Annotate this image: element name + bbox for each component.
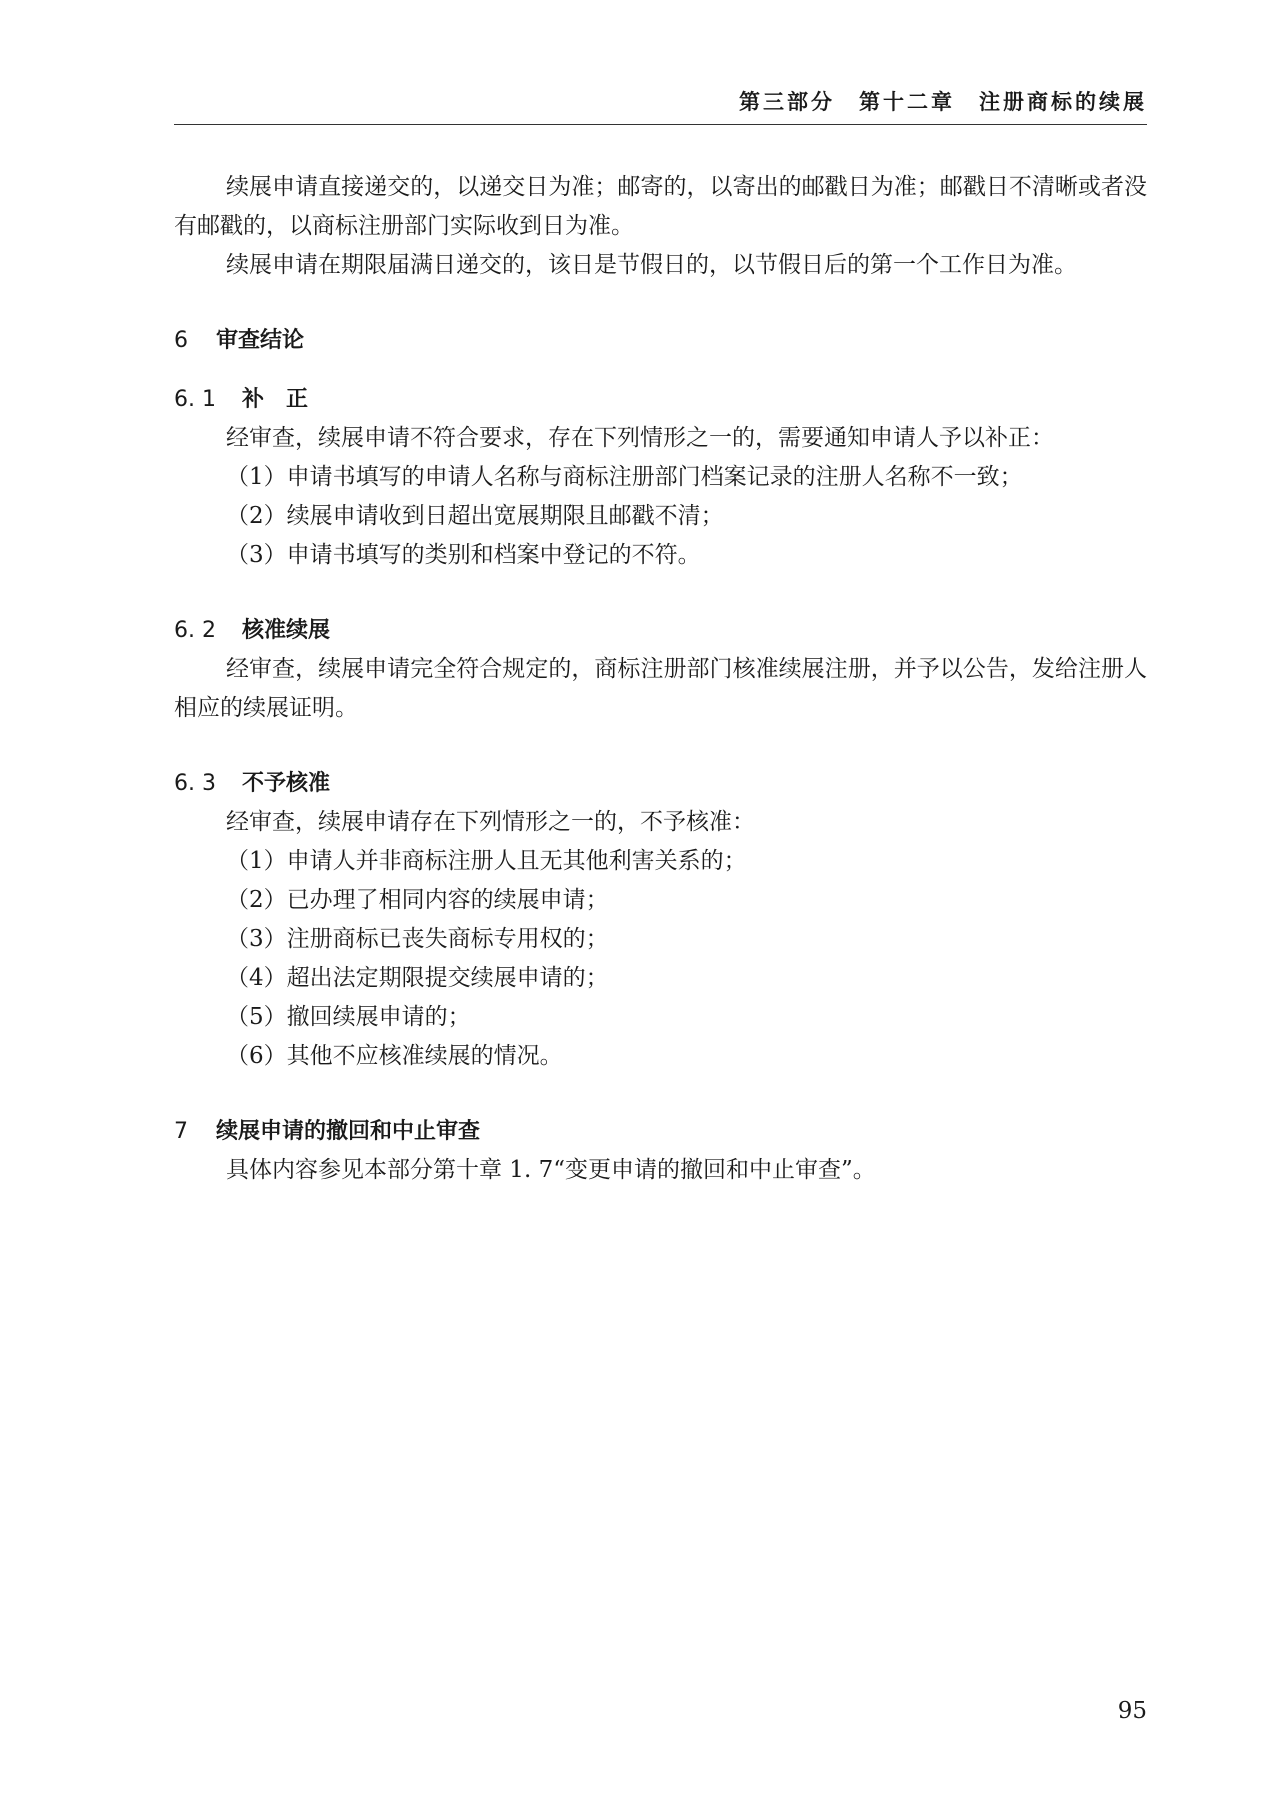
- section-6-2-title: 核准续展: [242, 618, 331, 643]
- page-number: 95: [1117, 1698, 1147, 1724]
- page-body: [174, 168, 1147, 1190]
- section-6-1-number: 6. 1: [174, 387, 216, 412]
- section-6-3-lead: 经审查，续展申请存在下列情形之一的，不予核准：: [226, 809, 755, 835]
- section-6-3-item-6: （6）其他不应核准续展的情况。: [226, 1043, 563, 1069]
- header-rule: [174, 124, 1147, 125]
- section-6-1-item-2: （2）续展申请收到日超出宽展期限且邮戳不清；: [226, 503, 724, 529]
- section-6-3-item-4: （4）超出法定期限提交续展申请的；: [226, 965, 609, 991]
- section-7-number: 7: [174, 1119, 188, 1144]
- section-6-3-title: 不予核准: [242, 771, 331, 796]
- running-header: 第三部分 第十二章 注册商标的续展: [739, 90, 1147, 114]
- intro-paragraph-1: 续展申请直接递交的，以递交日为准；邮寄的，以寄出的邮戳日为准；邮戳日不清晰或者没有邮戳的，以商标注册部门实际收到日为准。: [174, 174, 1147, 239]
- section-6-3-item-3: （3）注册商标已丧失商标专用权的；: [226, 926, 609, 952]
- section-6-3-heading: [174, 764, 1147, 803]
- section-6-2-number: 6. 2: [174, 618, 216, 643]
- intro-paragraph-2: 续展申请在期限届满日递交的，该日是节假日的，以节假日后的第一个工作日为准。: [226, 252, 1077, 278]
- section-6-number: 6: [174, 328, 188, 353]
- section-6-heading: [174, 321, 1147, 360]
- section-7-heading: [174, 1112, 1147, 1151]
- section-6-3-item-2: （2）已办理了相同内容的续展申请；: [226, 887, 609, 913]
- section-6-1-item-3: （3）申请书填写的类别和档案中登记的不符。: [226, 542, 701, 568]
- section-6-2-heading: [174, 611, 1147, 650]
- section-6-1-heading: [174, 380, 1147, 419]
- section-7-title: 续展申请的撤回和中止审查: [216, 1119, 481, 1144]
- section-6-1-title: 补 正: [242, 387, 309, 412]
- section-6-title: 审查结论: [216, 328, 305, 353]
- section-6-1-item-1: （1）申请书填写的申请人名称与商标注册部门档案记录的注册人名称不一致；: [226, 464, 1023, 490]
- section-6-3-number: 6. 3: [174, 771, 216, 796]
- section-6-2-text: 经审查，续展申请完全符合规定的，商标注册部门核准续展注册，并予以公告，发给注册人相应的续展证明。: [174, 656, 1147, 721]
- section-6-1-lead: 经审查，续展申请不符合要求，存在下列情形之一的，需要通知申请人予以补正：: [226, 425, 1054, 451]
- section-6-3-item-1: （1）申请人并非商标注册人且无其他利害关系的；: [226, 848, 747, 874]
- section-6-3-item-5: （5）撤回续展申请的；: [226, 1004, 471, 1030]
- section-7-text: 具体内容参见本部分第十章 1. 7“变更申请的撤回和中止审查”。: [226, 1157, 876, 1183]
